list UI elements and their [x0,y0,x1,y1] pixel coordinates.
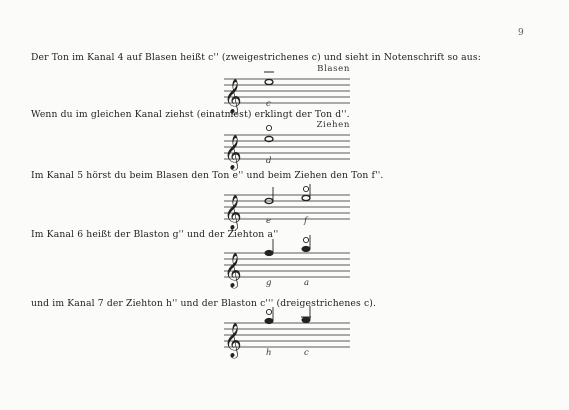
treble-clef-icon: 𝄞 [224,195,242,230]
note-head-icon [265,307,273,324]
staff-g-a [224,238,354,290]
note-head-icon [302,235,310,252]
note-name-a: a [304,278,310,288]
note-head-icon [264,72,274,85]
note-head-icon [302,184,310,201]
note-name-g: g [266,278,272,288]
text-line-kanal-7: und im Kanal 7 der Ziehton h'' und der Blaston c''' (dreigestrichenes c). [31,298,377,309]
note-head-icon [265,239,273,256]
note-name-c3: c [304,348,309,358]
text-line-kanal-5: Im Kanal 5 hörst du beim Blasen den Ton e'' und beim Ziehen den Ton f''. [31,170,384,181]
treble-clef-icon: 𝄞 [224,79,242,114]
staff-e-f [224,180,354,232]
note-head-icon [301,306,311,323]
note-name-f: f [304,216,308,226]
note-name-e: e [266,216,272,226]
page-number: 9 [518,28,524,38]
treble-clef-icon: 𝄞 [224,253,242,288]
text-line-kanal-4-blasen: Der Ton im Kanal 4 auf Blasen heißt c'' (zweigestrichenes c) und sieht in Notenschrift so aus: [31,52,481,63]
text-line-kanal-4-ziehen: Wenn du im gleichen Kanal ziehst (einatmest) erklingt der Ton d''. [31,109,350,120]
staff-d-ziehen [224,120,354,172]
staff-label-ziehen: Ziehen [316,120,350,130]
staff-label-blasen: Blasen [317,64,350,74]
treble-clef-icon: 𝄞 [224,135,242,170]
staff-h-c [224,308,354,360]
note-name-c: c [266,99,271,109]
treble-clef-icon: 𝄞 [224,323,242,358]
note-head-icon [265,125,273,141]
text-line-kanal-6: Im Kanal 6 heißt der Blaston g'' und der Ziehton a'' [31,229,279,240]
note-name-d: d [266,156,272,166]
note-name-h: h [266,348,272,358]
